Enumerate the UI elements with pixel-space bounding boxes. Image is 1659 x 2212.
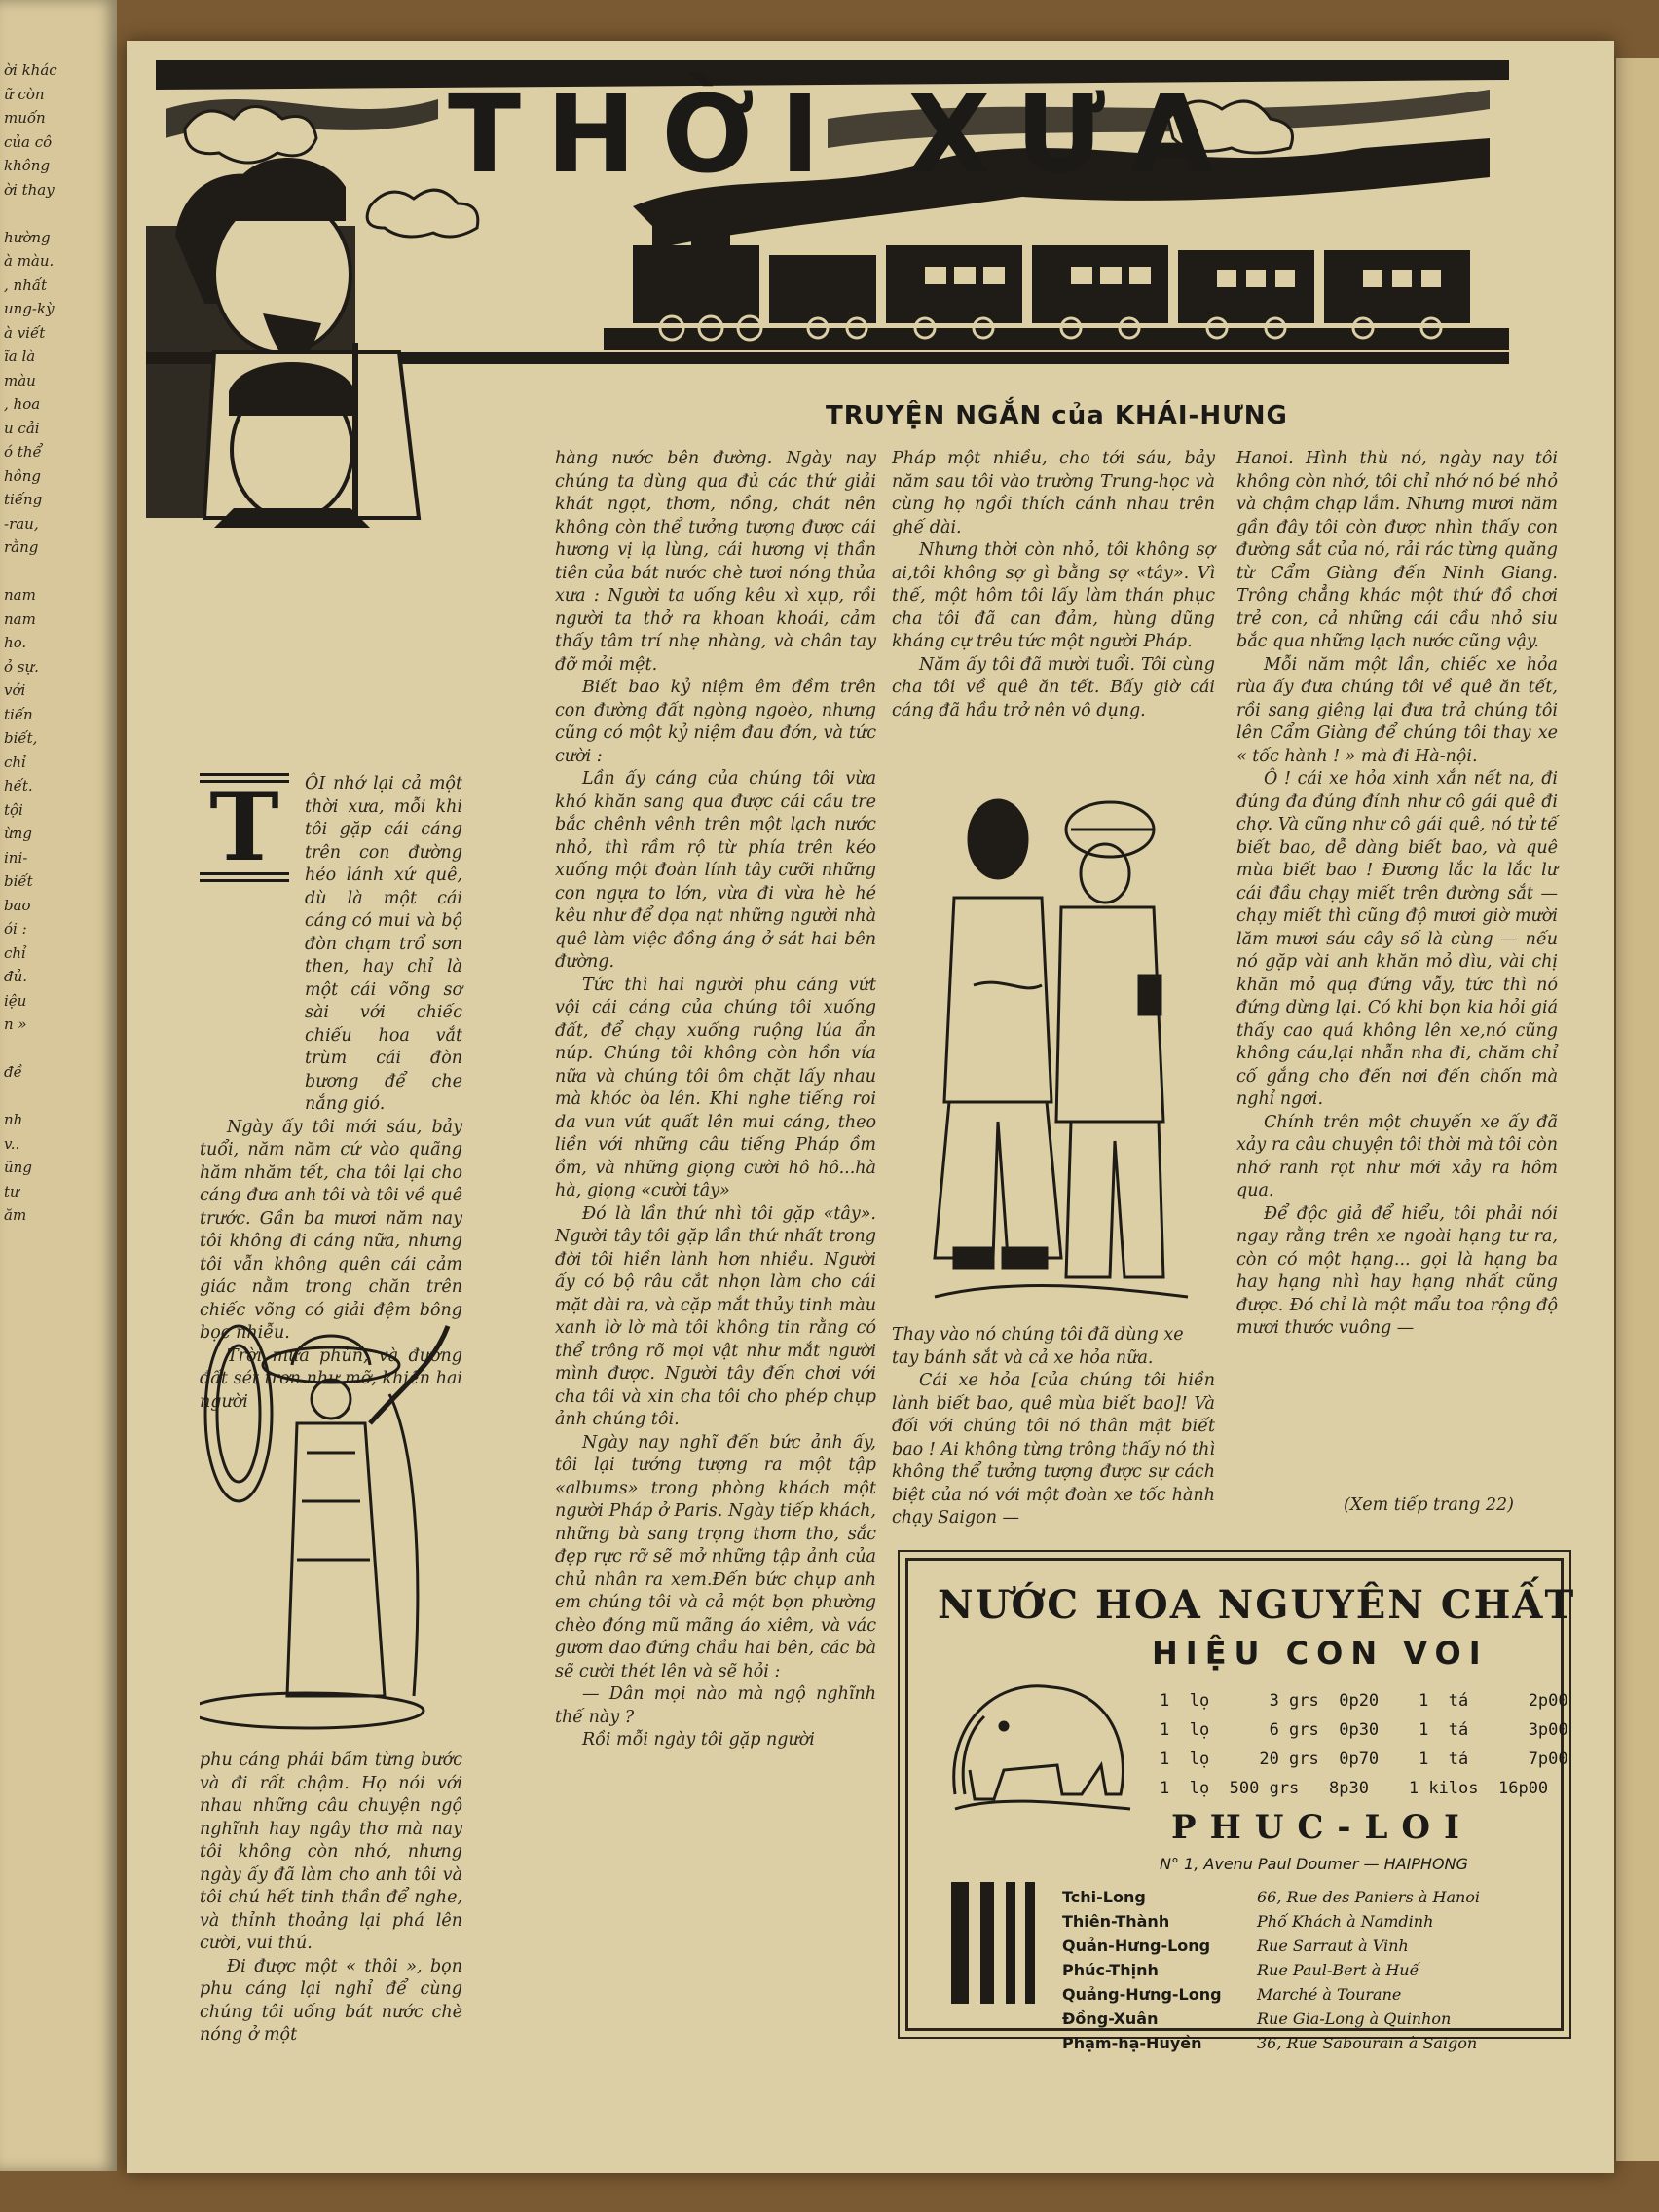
paragraph: Ngày nay nghĩ đến bức ảnh ấy, tôi lại tưởng tượng ra một tập «albums» trong phòng khách một người Pháp ở Paris. Ngày tiếp khách, những bà sang trọng thơm tho, sắc đẹp rực rỡ sẽ mở những tập ảnh của chủ nhân ra xem.Đến bức chụp anh em chúng tôi và cả một bọn phường chèo đóng mũ mãng áo xiêm, và vác gươm dao đứng chầu hai bên, các bà sẽ cười thét lên và sẽ hỏi :	[555, 1432, 876, 1681]
left-page-fragment: hông	[4, 466, 41, 485]
paragraph: Chính trên một chuyến xe ấy đã xảy ra câu chuyện tôi thời mà tôi còn nhớ ranh rọt như mới xảy ra hôm qua.	[1236, 1112, 1558, 1200]
agent-row	[1062, 1912, 1539, 1936]
agent-name: Quản-Hưng-Long	[1062, 1936, 1211, 1955]
paragraph: Cái xe hỏa [của chúng tôi hiền lành biết bao, quê mùa biết bao]! Và đối với chúng tôi nó thân mật biết bao ! Ai không từng trông thấy nó thì không thể tưởng tượng được sự cách biệt của nó với một đoàn xe tốc hành chạy Saigon —	[892, 1371, 1215, 1528]
left-page-fragment: nam	[4, 609, 36, 628]
paragraph: hàng nước bên đường. Ngày nay chúng ta dùng qua đủ các thứ giải khát ngọt, thơm, nồng, chát nên không còn thể tưởng tượng được cái hương vị lạ lùng, cái hương vị thần tiên của bát nước chè tươi nóng thủa xưa : Người ta uống kêu xì xụp, rồi người ta thở ra khoan khoái, cảm thấy tâm trí nhẹ nhàng, và chân tay đỡ mỏi mệt.	[555, 449, 876, 675]
story-title: THỜI XƯA	[448, 72, 1239, 197]
agent-name: Phạm-hạ-Huyền	[1062, 2034, 1202, 2052]
price-row: 1 lọ 3 grs 0p20 1 tá 2p00	[1160, 1691, 1568, 1711]
left-page-fragment: tiến	[4, 705, 33, 723]
villagers-illustration	[200, 1307, 462, 1735]
left-page-fragment: nam	[4, 586, 36, 604]
perfume-advertisement	[905, 1558, 1576, 2052]
agent-address: Rue Sarraut à Vinh	[1257, 1936, 1409, 1955]
left-page-fragment: chỉ	[4, 943, 26, 962]
left-page-fragment: không	[4, 157, 51, 174]
agent-address: Marché à Tourane	[1257, 1985, 1402, 2004]
left-page-fragment: biết,	[4, 729, 38, 747]
previous-page-edge	[0, 0, 117, 2171]
paragraph: Lần ấy cáng của chúng tôi vừa khó khăn sang qua được cái cầu tre bắc chênh vênh trên một lạch nước nhỏ, thì rầm rộ từ phía trên kéo xuống một đoàn lính tây cưỡi những con ngựa to lớn, vừa đi vừa hè hé kêu như để dọa nạt những người nhà quê làm việc đồng áng ở sát hai bên đường.	[555, 769, 876, 972]
paragraph: Tức thì hai người phu cáng vứt vội cái cáng của chúng tôi xuống đất, để chạy xuống ruộng lúa ẩn núp. Chúng tôi không còn hồn vía nữa và chúng tôi ôm chặt lấy nhau mà khóc òa lên. Khi nghe tiếng roi da vun vút quất lên mui cáng, theo liền với những câu tiếng Pháp ồm ồm, và những giọng cười hô hô...hà hà, giọng «cười tây»	[555, 975, 876, 1200]
agent-address: 36, Rue Sabourain à Saigon	[1257, 2034, 1478, 2052]
paragraph: Ngày ấy tôi mới sáu, bảy tuổi, năm năm cứ vào quãng hăm nhăm tết, cha tôi lại cho cáng đưa anh tôi và tôi về quê trước. Gần ba mươi năm nay tôi không đi cáng nữa, nhưng tôi vẫn không quên cái cảm giác nằm trong chăn trên chiếc võng có giải đệm bông bọc nhiễu.	[200, 1117, 462, 1343]
paragraph: — Dân mọi nào mà ngộ nghĩnh thế này ?	[555, 1684, 876, 1727]
left-page-fragment: ữ còn	[4, 85, 45, 103]
agent-row	[1062, 2034, 1539, 2058]
caption-text: Thay vào nó chúng tôi đã dùng xe tay bánh sắt và cả xe hỏa nữa.	[892, 1325, 1184, 1368]
agent-row	[1062, 1985, 1539, 2009]
left-page-fragment: ini-	[4, 848, 28, 866]
paragraph: Đi được một « thôi », bọn phu cáng lại nghỉ để cùng chúng tôi uống bát nước chè nóng ở một	[200, 1956, 462, 2045]
continued-note: (Xem tiếp trang 22)	[1344, 1495, 1514, 1515]
paragraph: Biết bao kỷ niệm êm đềm trên con đường đất ngòng ngoèo, nhưng cũng có một kỷ niệm đau đớn, và tức cười :	[555, 678, 876, 766]
ad-address: N° 1, Avenu Paul Doumer — HAIPHONG	[1160, 1855, 1468, 1873]
agent-name: Tchi-Long	[1062, 1888, 1146, 1906]
left-page-fragment: biết	[4, 872, 33, 890]
agent-name: Thiên-Thành	[1062, 1912, 1170, 1931]
left-page-fragment: n »	[4, 1015, 27, 1033]
illustration-caption	[892, 1324, 1215, 1530]
paragraph: Nhưng thời còn nhỏ, tôi không sợ ai,tôi không sợ gì bằng sợ «tây». Vì thế, một hôm tôi lấy làm thán phục cha tôi đã can đảm, hùng dũng kháng cự trêu tức một người Pháp.	[892, 540, 1215, 651]
left-page-fragment: màu	[4, 371, 36, 389]
perfume-bottles-icon	[941, 1882, 1049, 2009]
two-men-illustration	[915, 791, 1198, 1307]
agent-name: Đồng-Xuân	[1062, 2009, 1159, 2028]
paragraph: Đó là lần thứ nhì tôi gặp «tây». Người tây tôi gặp lần thứ nhất trong đời tôi hiền lành hơn nhiều. Người ấy có bộ râu cắt nhọn làm cho cái mặt dài ra, và cặp mắt thủy tinh màu xanh lờ lờ mà tôi không tin rằng có thể trông rõ mọi vật như mắt người mình được. Người tây đến chơi với cha tôi và xin cha tôi cho phép chụp ảnh chúng tôi.	[555, 1203, 876, 1429]
left-page-fragment: u cải	[4, 419, 40, 437]
price-row: 1 lọ 20 grs 0p70 1 tá 7p00	[1160, 1750, 1568, 1769]
left-page-fragment: ung-kỳ	[4, 300, 55, 317]
left-page-fragment: chỉ	[4, 753, 26, 771]
price-row: 1 lọ 500 grs 8p30 1 kilos 16p00	[1160, 1779, 1549, 1798]
left-page-fragment: ời thay	[4, 180, 55, 199]
left-page-fragment: tiếng	[4, 491, 43, 508]
left-page-fragment: bao	[4, 896, 31, 914]
next-page-edge	[1616, 58, 1659, 2161]
left-page-fragment: ũng	[4, 1159, 32, 1176]
left-page-fragment: ho.	[4, 634, 27, 651]
paragraph: phu cáng phải bấm từng bước và đi rất chậm. Họ nói với nhau những câu chuyện ngộ nghĩnh hay ngây thơ mà nay tôi không còn nhớ, nhưng ngày ấy đã làm cho anh tôi và tôi chú hết tinh thần để nghe, và thỉnh thoảng lại phá lên cười, vui thú.	[200, 1751, 462, 1953]
column-4	[1236, 448, 1558, 1341]
agent-address: Rue Paul-Bert à Huế	[1257, 1961, 1419, 1979]
agent-row	[1062, 2009, 1539, 2034]
paragraph: Hanoi. Hình thù nó, ngày nay tôi không còn nhớ, tôi chỉ nhớ nó bé nhỏ và chậm chạp lắm. Nhưng mươi năm gần đây tôi còn được nhìn thấy con đường sắt của nó, rải rác từng quãng từ Cẩm Giàng đến Ninh Giang. Trông chẳng khác một thứ đồ chơi trẻ con, cả những cái cầu nhỏ siu bắc qua những lạch nước cũng vậy.	[1236, 449, 1558, 651]
paragraph: Pháp một nhiều, cho tới sáu, bảy năm sau tôi vào trường Trung-học và cùng họ ngồi thích cánh nhau trên ghế dài.	[892, 449, 1215, 537]
ad-subtitle: HIỆU CON VOI	[1152, 1635, 1489, 1672]
agent-row	[1062, 1888, 1539, 1912]
left-page-fragment: -rau,	[4, 514, 39, 533]
left-page-fragment: v..	[4, 1134, 20, 1153]
agent-address: Rue Gia-Long à Quinhon	[1257, 2009, 1452, 2028]
agent-address: 66, Rue des Paniers à Hanoi	[1257, 1888, 1481, 1906]
left-page-fragment: ừng	[4, 825, 32, 842]
left-page-fragment: à viết	[4, 323, 46, 342]
left-page-fragment: tư	[4, 1182, 19, 1200]
left-page-fragment: , hoa	[4, 395, 41, 413]
ad-agents-list	[1062, 1888, 1539, 2058]
left-page-fragment: ó thể	[4, 443, 42, 461]
left-page-fragment: ời khác	[4, 61, 57, 79]
left-page-fragment: hết.	[4, 777, 33, 794]
column-3	[892, 448, 1215, 722]
left-page-fragment: ỏ sự.	[4, 657, 39, 676]
left-page-fragment: ăm	[4, 1206, 27, 1224]
paragraph: Rồi mỗi ngày tôi gặp người	[582, 1730, 815, 1750]
paragraph: Trời mưa phùn, và đường đất sét trơn như mỡ, khiến hai người	[200, 1346, 462, 1412]
ad-title: NƯỚC HOA NGUYÊN CHẤT	[938, 1582, 1576, 1628]
left-page-fragment: đủ.	[4, 968, 28, 985]
paragraph: Ô ! cái xe hỏa xinh xắn nết na, đi đủng đa đủng đỉnh như cô gái quê đi chợ. Và cũng như cô gái quê, nó tử tế biết bao, dễ dàng biết bao, và quê mùa biết bao ! Đương lắc la lắc lư cái đầu chạy miết trên đường sắt — chạy miết thì cũng độ mươi giờ mười lăm mươi sáu cây số là cùng — nếu nó gặp vài anh khăn mỏ dìu, vài chị khăn mỏ quạ đứng vẫy, tức thì nó đứng dừng lại. Có khi bọn kia hỏi giá thấy cao quá không lên xe,nó cũng không cáu,lại nhẫn nha đi, chăm chỉ cố gắng cho đến nơi đến chốn mà nghỉ ngơi.	[1236, 769, 1558, 1109]
agent-row	[1062, 1961, 1539, 1985]
price-row: 1 lọ 6 grs 0p30 1 tá 3p00	[1160, 1720, 1568, 1740]
left-page-fragment: rằng	[4, 538, 39, 556]
ad-brand: PHUC-LOI	[1171, 1808, 1473, 1847]
drop-cap: T	[200, 773, 289, 882]
elephant-icon	[926, 1648, 1140, 1843]
story-byline: TRUYỆN NGẮN của KHÁI-HƯNG	[826, 401, 1288, 430]
left-page-fragment: nh	[4, 1111, 23, 1128]
agent-name: Quảng-Hưng-Long	[1062, 1985, 1222, 2004]
magazine-page	[127, 41, 1614, 2173]
paragraph: Để độc giả để hiểu, tôi phải nói ngay rằng trên xe ngoài hạng tư ra, còn có một hạng... gọi là hạng ba hay hạng nhì hay hạng nhất cũng được. Đó chỉ là một mẩu toa rộng độ mươi thước vuông —	[1236, 1203, 1558, 1338]
left-page-fragment: ói :	[4, 920, 27, 938]
left-page-fragment: tội	[4, 800, 23, 819]
left-page-fragment: đề	[4, 1063, 22, 1081]
agent-address: Phố Khách à Namdinh	[1257, 1912, 1434, 1931]
paragraph: Năm ấy tôi đã mười tuổi. Tôi cùng cha tôi về quê ăn tết. Bấy giờ cái cáng đã hầu trở nên vô dụng.	[892, 654, 1215, 720]
column-2	[555, 448, 876, 1752]
left-page-fragment: với	[4, 682, 26, 699]
left-page-fragment: à màu.	[4, 252, 55, 270]
left-page-fragment: ĩa là	[4, 348, 36, 365]
agent-name: Phúc-Thịnh	[1062, 1961, 1159, 1979]
left-page-fragment: , nhất	[4, 276, 48, 294]
agent-row	[1062, 1936, 1539, 1961]
paragraph: ÔI nhớ lại cả một thời xưa, mỗi khi tôi gặp cái cáng trên con đường hẻo lánh xứ quê, dù là một cái cáng có mui và bộ đòn chạm trổ sơn then, hay chỉ là một cái võng sơ sài với chiếc chiếu hoa vắt trùm cái đòn bương để che nắng gió.	[305, 774, 462, 1114]
left-page-fragment: iệu	[4, 991, 27, 1010]
column-1-bottom	[200, 1750, 462, 2047]
left-page-fragment: của cô	[4, 132, 53, 151]
paragraph: Mỗi năm một lần, chiếc xe hỏa rùa ấy đưa chúng tôi về quê ăn tết, rồi sang giêng lại đưa trả chúng tôi lên Cẩm Giàng để chúng tôi thay xe « tốc hành ! » mà đi Hà-nội.	[1236, 654, 1558, 766]
left-page-fragment: hường	[4, 228, 51, 246]
left-page-fragment: muốn	[4, 109, 46, 127]
